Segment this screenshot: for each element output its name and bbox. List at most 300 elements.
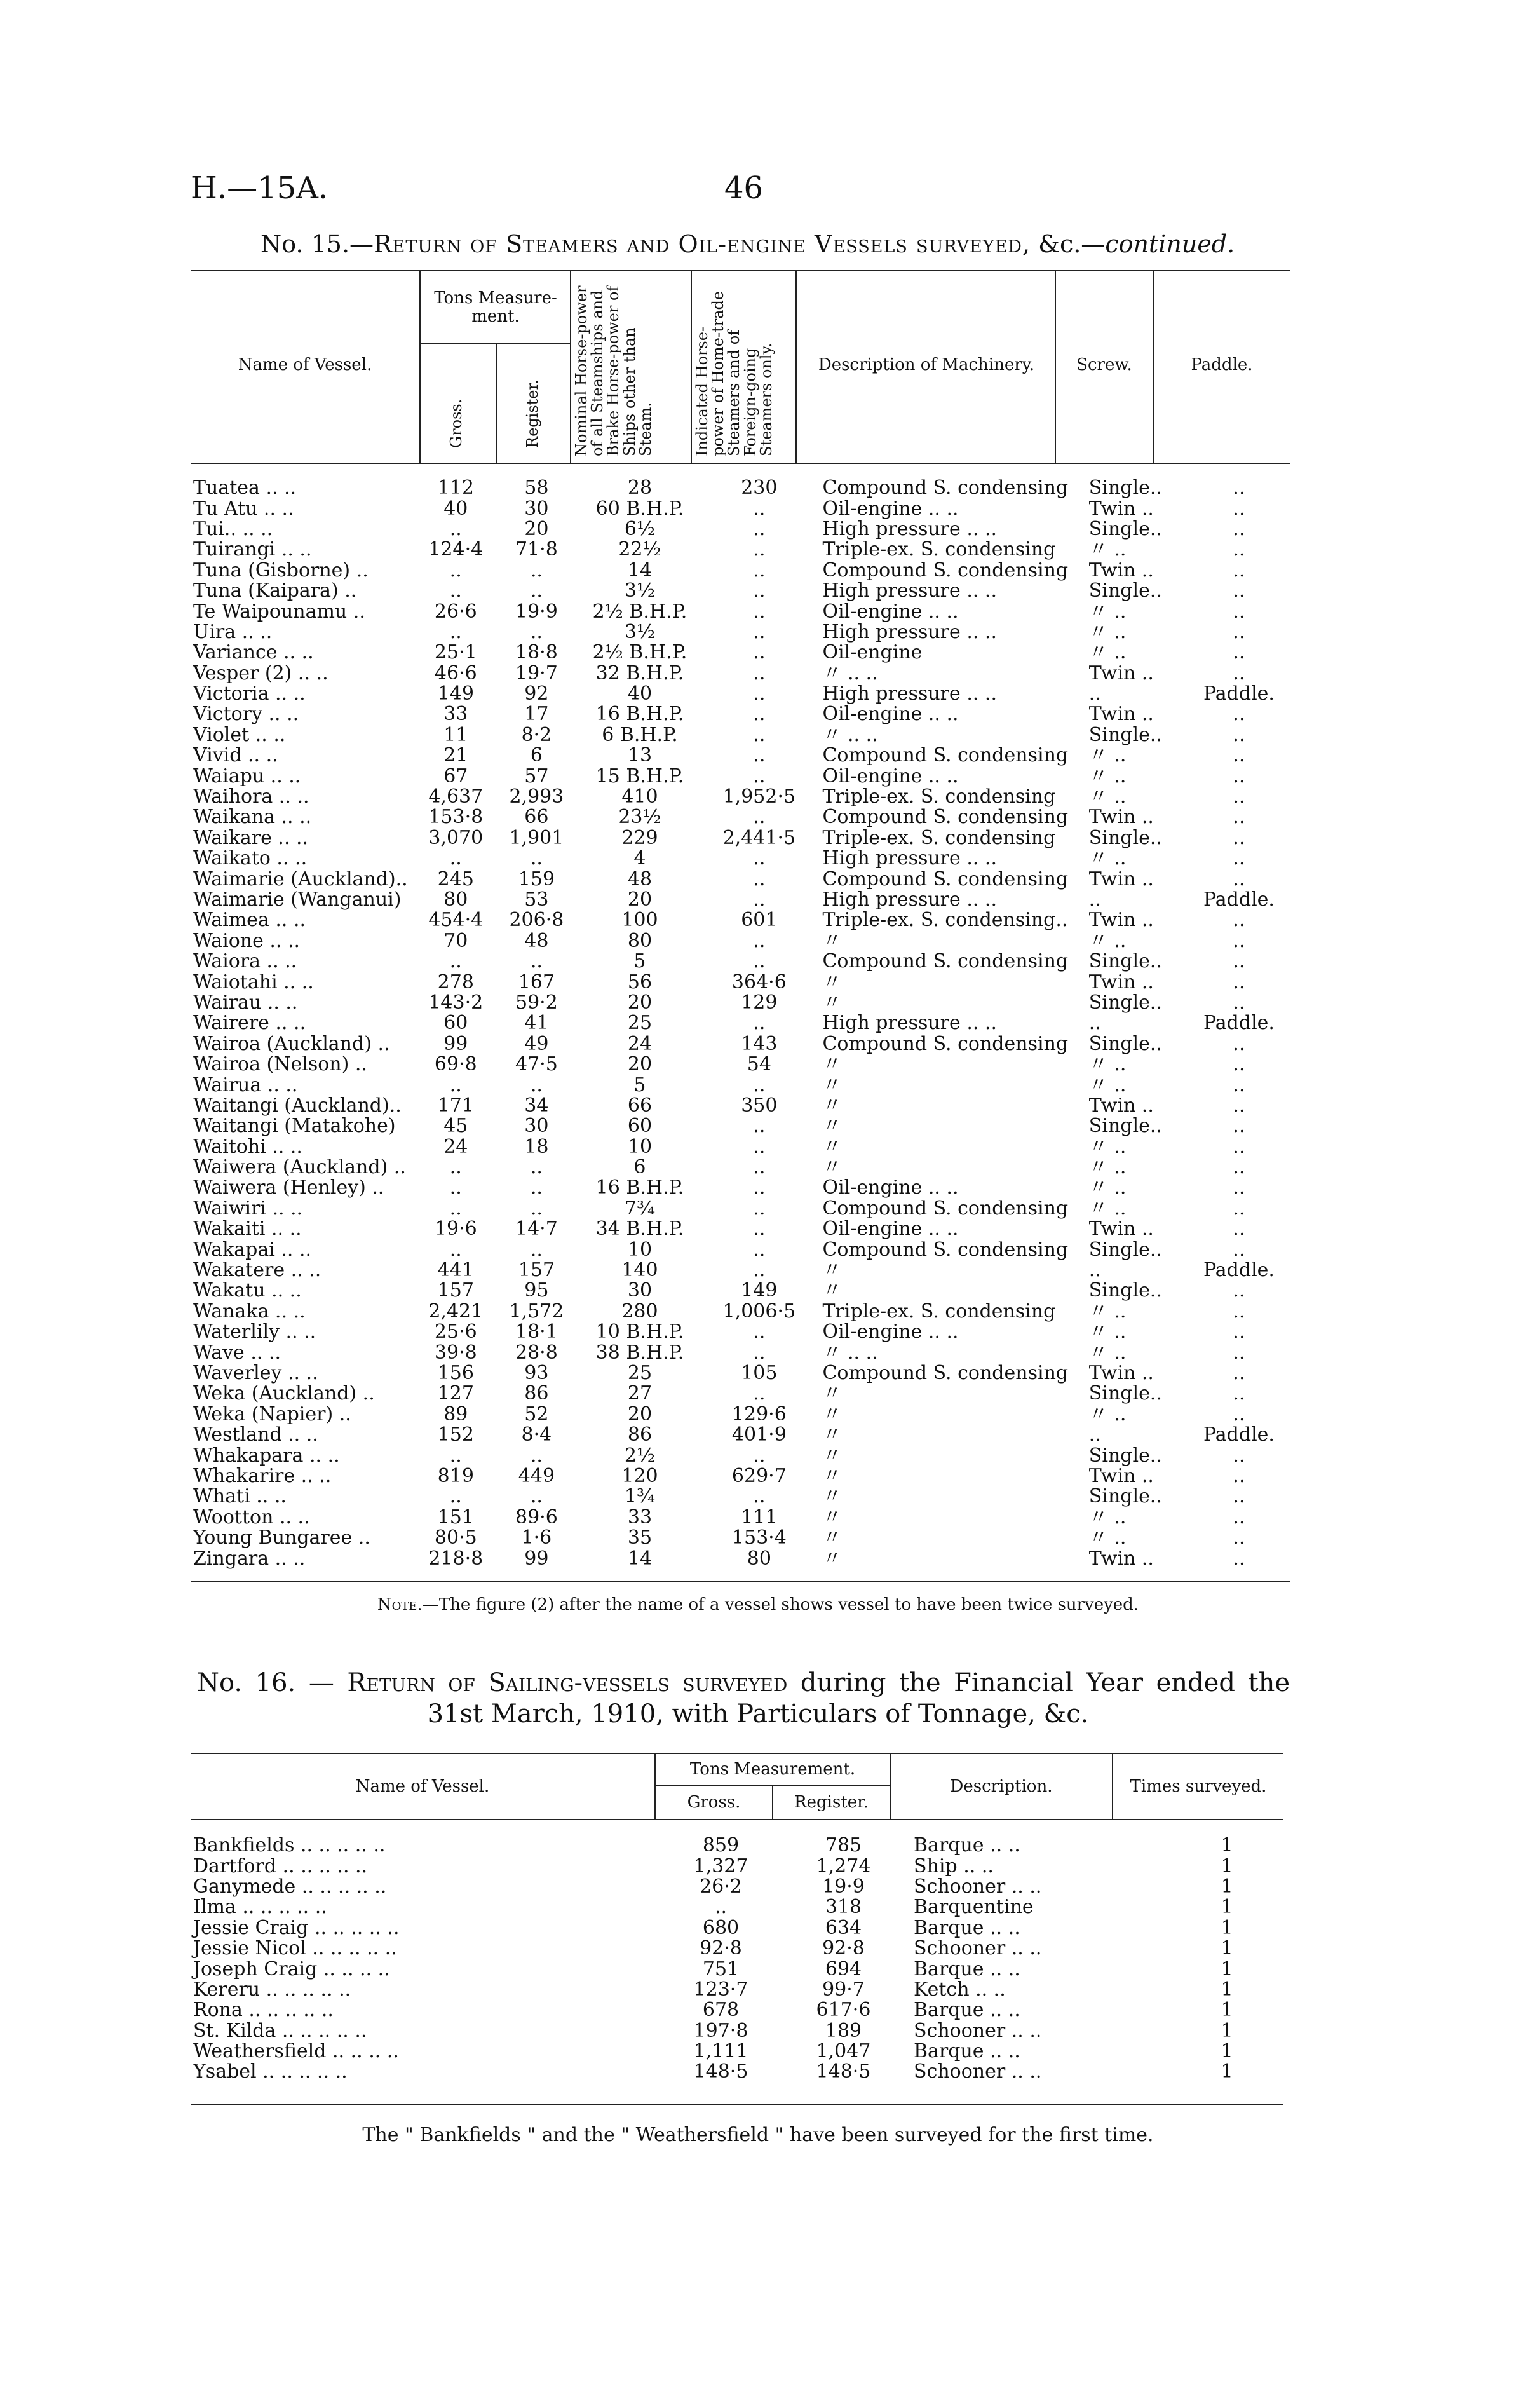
vessel-name-cell: Whakarire .. .. <box>193 1466 332 1487</box>
table-row <box>191 725 1290 745</box>
machinery-desc-cell: Triple-ex. S. condensing.. <box>822 910 1068 931</box>
nominal-hp-cell: 22½ <box>618 540 661 561</box>
machinery-desc-cell: High pressure .. .. <box>822 1013 997 1034</box>
vessel-description-cell: Barque .. .. <box>914 1959 1020 1980</box>
gross-tons-cell: 25·1 <box>434 643 477 663</box>
times-surveyed-cell: 1 <box>1221 1876 1233 1898</box>
machinery-desc-cell: Compound S. condensing <box>822 1239 1069 1260</box>
nominal-hp-cell: 25 <box>627 1363 653 1384</box>
screw-cell: 〃 .. <box>1088 1075 1127 1096</box>
vessel-name-cell: Waikare .. .. <box>193 827 309 849</box>
register-tons-cell: 58 <box>524 478 549 499</box>
nominal-hp-cell: 10 <box>627 1136 653 1157</box>
gross-tons-cell: 678 <box>702 2000 740 2021</box>
gross-tons-cell: 1,111 <box>693 2041 748 2062</box>
table15-col-nominal-text: Nominal Horse-power of all Steamships and Brake Horse-power of Ships other than Steam. <box>572 285 654 456</box>
paddle-cell: .. <box>1233 1033 1245 1054</box>
table-row <box>191 1322 1290 1342</box>
machinery-desc-cell: 〃 .. .. <box>822 724 878 746</box>
paddle-cell: Paddle. <box>1203 1013 1275 1034</box>
paddle-cell: Paddle. <box>1203 1260 1275 1281</box>
screw-cell: Twin .. <box>1088 1095 1154 1117</box>
gross-tons-cell: .. <box>449 1198 462 1220</box>
vessel-name-cell: Wairere .. .. <box>193 1013 306 1034</box>
table-row <box>191 622 1290 643</box>
indicated-hp-cell: .. <box>753 889 766 911</box>
indicated-hp-cell: 153·4 <box>731 1527 787 1549</box>
table-row <box>191 1260 1290 1281</box>
paddle-cell: .. <box>1233 724 1245 746</box>
screw-cell: Single.. <box>1088 478 1162 499</box>
table-row <box>191 1219 1290 1239</box>
table-row <box>191 993 1290 1013</box>
table-row <box>191 848 1290 869</box>
register-tons-cell: 617·6 <box>816 2000 871 2021</box>
nominal-hp-cell: 100 <box>621 910 658 931</box>
gross-tons-cell: 40 <box>443 498 468 519</box>
nominal-hp-cell: 13 <box>627 745 653 766</box>
register-tons-cell: .. <box>530 1198 543 1220</box>
paddle-cell: Paddle. <box>1203 1424 1275 1446</box>
table-row <box>191 581 1290 601</box>
table-row <box>191 1116 1290 1136</box>
nominal-hp-cell: 30 <box>627 1281 653 1302</box>
register-tons-cell: 206·8 <box>509 910 564 931</box>
indicated-hp-cell: 629·7 <box>731 1466 787 1487</box>
gross-tons-cell: 218·8 <box>428 1548 484 1569</box>
table-row <box>191 478 1290 498</box>
vessel-name-cell: Waihora .. .. <box>193 786 309 808</box>
nominal-hp-cell: 20 <box>627 889 653 911</box>
nominal-hp-cell: 7¾ <box>624 1198 656 1220</box>
screw-cell: Single.. <box>1088 1486 1162 1507</box>
machinery-desc-cell: 〃 <box>822 1445 842 1466</box>
indicated-hp-cell: 601 <box>741 910 778 931</box>
paddle-cell: .. <box>1233 1466 1245 1487</box>
table15-bottom-rule <box>191 1581 1290 1582</box>
machinery-desc-cell: High pressure .. .. <box>822 519 997 540</box>
screw-cell: Single.. <box>1088 1445 1162 1466</box>
paddle-cell: .. <box>1233 1157 1245 1178</box>
indicated-hp-cell: .. <box>753 807 766 828</box>
indicated-hp-cell: .. <box>753 1384 766 1405</box>
table-row <box>191 951 1290 972</box>
nominal-hp-cell: 20 <box>627 1404 653 1425</box>
screw-cell: 〃 .. <box>1088 1404 1127 1425</box>
table-row <box>191 1507 1290 1528</box>
vessel-name-cell: Tu Atu .. .. <box>193 498 294 519</box>
table16-heading-number: No. 16. — <box>197 1668 334 1697</box>
vessel-name-cell: Waimarie (Auckland).. <box>193 869 408 890</box>
register-tons-cell: 30 <box>524 498 549 519</box>
paddle-cell: .. <box>1233 766 1245 787</box>
gross-tons-cell: 680 <box>702 1917 740 1938</box>
paddle-cell: .. <box>1233 1301 1245 1323</box>
table15-body <box>191 478 1290 1569</box>
table-row <box>191 2062 1315 2082</box>
paddle-cell: .. <box>1233 478 1245 499</box>
paddle-cell: .. <box>1233 910 1245 931</box>
table15-heading-etc: &c.— <box>1038 230 1106 258</box>
table-row <box>191 1959 1315 1979</box>
register-tons-cell: 66 <box>524 807 549 828</box>
indicated-hp-cell: 111 <box>741 1507 778 1528</box>
paddle-cell: .. <box>1233 1178 1245 1199</box>
indicated-hp-cell: .. <box>753 766 766 787</box>
gross-tons-cell: 19·6 <box>434 1219 477 1240</box>
table-row <box>191 1054 1290 1075</box>
register-tons-cell: 99·7 <box>822 1979 865 2001</box>
vessel-name-cell: Joseph Craig .. .. .. .. <box>193 1959 390 1980</box>
indicated-hp-cell: 401·9 <box>731 1424 787 1446</box>
vessel-name-cell: Wairoa (Nelson) .. <box>193 1054 367 1075</box>
table-row <box>191 2041 1315 2062</box>
indicated-hp-cell: .. <box>753 683 766 705</box>
indicated-hp-cell: 149 <box>741 1281 778 1302</box>
register-tons-cell: 1,274 <box>816 1856 871 1877</box>
indicated-hp-cell: .. <box>753 1013 766 1034</box>
paddle-cell: .. <box>1233 827 1245 849</box>
machinery-desc-cell: Oil-engine .. .. <box>822 766 959 787</box>
screw-cell: .. <box>1088 1013 1101 1034</box>
paddle-cell: .. <box>1233 1342 1245 1363</box>
screw-cell: Single.. <box>1088 951 1162 972</box>
paddle-cell: .. <box>1233 663 1245 684</box>
vessel-name-cell: Wave .. .. <box>193 1342 281 1363</box>
times-surveyed-cell: 1 <box>1221 2000 1233 2021</box>
paddle-cell: .. <box>1233 519 1245 540</box>
machinery-desc-cell: 〃 <box>822 930 842 951</box>
indicated-hp-cell: .. <box>753 601 766 622</box>
vessel-name-cell: Waikana .. .. <box>193 807 312 828</box>
screw-cell: Single.. <box>1088 827 1162 849</box>
indicated-hp-cell: .. <box>753 540 766 561</box>
register-tons-cell: 318 <box>825 1897 862 1918</box>
indicated-hp-cell: .. <box>753 622 766 643</box>
nominal-hp-cell: 27 <box>627 1384 653 1405</box>
paddle-cell: .. <box>1233 1322 1245 1343</box>
vessel-name-cell: Tui.. .. .. <box>193 519 273 540</box>
table-row <box>191 1856 1315 1876</box>
vessel-name-cell: Waiora .. .. <box>193 951 297 972</box>
indicated-hp-cell: 80 <box>747 1548 771 1569</box>
machinery-desc-cell: 〃 <box>822 992 842 1014</box>
register-tons-cell: .. <box>530 1445 543 1466</box>
nominal-hp-cell: 20 <box>627 992 653 1014</box>
table-row <box>191 1137 1290 1157</box>
nominal-hp-cell: 6 B.H.P. <box>602 724 678 746</box>
table15-vrule <box>419 270 421 463</box>
machinery-desc-cell: 〃 <box>822 1404 842 1425</box>
indicated-hp-cell: .. <box>753 704 766 725</box>
gross-tons-cell: 245 <box>437 869 474 890</box>
gross-tons-cell: 33 <box>443 704 468 725</box>
nominal-hp-cell: 5 <box>633 1075 646 1096</box>
screw-cell: Single.. <box>1088 1281 1162 1302</box>
times-surveyed-cell: 1 <box>1221 2041 1233 2062</box>
screw-cell: 〃 .. <box>1088 1342 1127 1363</box>
gross-tons-cell: 25·6 <box>434 1322 477 1343</box>
machinery-desc-cell: Compound S. condensing <box>822 1198 1069 1220</box>
register-tons-cell: 1,572 <box>509 1301 564 1323</box>
register-tons-cell: 8·2 <box>521 724 552 746</box>
register-tons-cell: .. <box>530 1178 543 1199</box>
register-tons-cell: 2,993 <box>509 786 564 808</box>
indicated-hp-cell: .. <box>753 1486 766 1507</box>
register-tons-cell: .. <box>530 1239 543 1260</box>
nominal-hp-cell: 86 <box>627 1424 653 1446</box>
machinery-desc-cell: 〃 <box>822 1486 842 1507</box>
register-tons-cell: 18·1 <box>515 1322 558 1343</box>
table-row <box>191 972 1290 992</box>
machinery-desc-cell: 〃 <box>822 1281 842 1302</box>
indicated-hp-cell: 129·6 <box>731 1404 787 1425</box>
indicated-hp-cell: 129 <box>741 992 778 1014</box>
times-surveyed-cell: 1 <box>1221 1979 1233 2001</box>
register-tons-cell: 48 <box>524 930 549 951</box>
times-surveyed-cell: 1 <box>1221 1959 1233 1980</box>
screw-cell: 〃 .. <box>1088 930 1127 951</box>
screw-cell: .. <box>1088 1260 1101 1281</box>
indicated-hp-cell: .. <box>753 643 766 663</box>
indicated-hp-cell: .. <box>753 1239 766 1260</box>
indicated-hp-cell: .. <box>753 1198 766 1220</box>
screw-cell: 〃 .. <box>1088 643 1127 663</box>
gross-tons-cell: 4,637 <box>428 786 484 808</box>
register-tons-cell: 57 <box>524 766 549 787</box>
indicated-hp-cell: .. <box>753 930 766 951</box>
vessel-name-cell: Waiwera (Henley) .. <box>193 1178 384 1199</box>
machinery-desc-cell: Triple-ex. S. condensing <box>822 540 1056 561</box>
register-tons-cell: 189 <box>825 2020 862 2041</box>
register-tons-cell: 1·6 <box>521 1527 552 1549</box>
nominal-hp-cell: 34 B.H.P. <box>595 1219 684 1240</box>
paddle-cell: .. <box>1233 1404 1245 1425</box>
nominal-hp-cell: 15 B.H.P. <box>595 766 684 787</box>
table-row <box>191 1281 1290 1301</box>
table16-heading-rest: during the Financial Year ended the <box>800 1668 1290 1697</box>
gross-tons-cell: 152 <box>437 1424 474 1446</box>
indicated-hp-cell: .. <box>753 1219 766 1240</box>
table16-body <box>191 1835 1315 2083</box>
register-tons-cell: 93 <box>524 1363 549 1384</box>
vessel-name-cell: Wakapai .. .. <box>193 1239 312 1260</box>
register-tons-cell: 71·8 <box>515 540 558 561</box>
gross-tons-cell: 124·4 <box>428 540 484 561</box>
vessel-name-cell: Zingara .. .. <box>193 1548 306 1569</box>
register-tons-cell: 49 <box>524 1033 549 1054</box>
table15-heading-number: No. 15.— <box>261 230 374 258</box>
table16-col-tons-header: Tons Measurement. <box>689 1760 856 1779</box>
nominal-hp-cell: 10 B.H.P. <box>595 1322 684 1343</box>
machinery-desc-cell: 〃 <box>822 1424 842 1446</box>
table-row <box>191 663 1290 684</box>
vessel-name-cell: Variance .. .. <box>193 643 314 663</box>
vessel-description-cell: Barquentine <box>914 1897 1034 1918</box>
machinery-desc-cell: 〃 <box>822 1527 842 1549</box>
gross-tons-cell: 60 <box>443 1013 468 1034</box>
gross-tons-cell: 156 <box>437 1363 474 1384</box>
paddle-cell: .. <box>1233 848 1245 869</box>
register-tons-cell: .. <box>530 560 543 581</box>
gross-tons-cell: .. <box>449 1239 462 1260</box>
table15-col-nominal-header <box>574 278 654 456</box>
table15-vrule <box>691 270 692 463</box>
table-row <box>191 1425 1290 1445</box>
table-row <box>191 1918 1315 1938</box>
table-row <box>191 601 1290 622</box>
indicated-hp-cell: 105 <box>741 1363 778 1384</box>
gross-tons-cell: .. <box>449 1486 462 1507</box>
screw-cell: Twin .. <box>1088 1363 1154 1384</box>
vessel-name-cell: Vesper (2) .. .. <box>193 663 328 684</box>
nominal-hp-cell: 60 <box>627 1116 653 1137</box>
indicated-hp-cell: .. <box>753 1116 766 1137</box>
nominal-hp-cell: 280 <box>621 1301 658 1323</box>
vessel-description-cell: Ketch .. .. <box>914 1979 1006 2001</box>
indicated-hp-cell: .. <box>753 580 766 602</box>
gross-tons-cell: .. <box>449 848 462 869</box>
vessel-name-cell: Wanaka .. .. <box>193 1301 306 1323</box>
register-tons-cell: .. <box>530 1157 543 1178</box>
register-tons-cell: 34 <box>524 1095 549 1117</box>
indicated-hp-cell: .. <box>753 1157 766 1178</box>
gross-tons-cell: 11 <box>443 724 468 746</box>
register-tons-cell: 694 <box>825 1959 862 1980</box>
register-tons-cell: 30 <box>524 1116 549 1137</box>
vessel-name-cell: Waitohi .. .. <box>193 1136 302 1157</box>
table15-note <box>0 1595 1516 1614</box>
nominal-hp-cell: 229 <box>621 827 658 849</box>
indicated-hp-cell: 54 <box>747 1054 771 1075</box>
machinery-desc-cell: Compound S. condensing <box>822 560 1069 581</box>
vessel-name-cell: Whakapara .. .. <box>193 1445 340 1466</box>
table-row <box>191 2000 1315 2020</box>
paddle-cell: .. <box>1233 1384 1245 1405</box>
gross-tons-cell: 99 <box>443 1033 468 1054</box>
times-surveyed-cell: 1 <box>1221 1917 1233 1938</box>
vessel-description-cell: Schooner .. .. <box>914 1876 1042 1898</box>
vessel-description-cell: Barque .. .. <box>914 2041 1020 2062</box>
machinery-desc-cell: 〃 <box>822 1157 842 1178</box>
table15-col-desc-header: Description of Machinery. <box>818 355 1035 374</box>
vessel-name-cell: Weka (Napier) .. <box>193 1404 351 1425</box>
gross-tons-cell: 67 <box>443 766 468 787</box>
gross-tons-cell: 112 <box>437 478 474 499</box>
screw-cell: 〃 .. <box>1088 848 1127 869</box>
paddle-cell: .. <box>1233 869 1245 890</box>
vessel-name-cell: Tuna (Kaipara) .. <box>193 580 357 602</box>
vessel-name-cell: Waitangi (Auckland).. <box>193 1095 402 1117</box>
machinery-desc-cell: 〃 <box>822 1095 842 1117</box>
indicated-hp-cell: 350 <box>741 1095 778 1117</box>
paddle-cell: Paddle. <box>1203 683 1275 705</box>
nominal-hp-cell: 6 <box>633 1157 646 1178</box>
indicated-hp-cell: 143 <box>741 1033 778 1054</box>
vessel-name-cell: Wakaiti .. .. <box>193 1219 302 1240</box>
gross-tons-cell: .. <box>449 951 462 972</box>
nominal-hp-cell: 6½ <box>624 519 656 540</box>
machinery-desc-cell: Oil-engine .. .. <box>822 601 959 622</box>
indicated-hp-cell: 230 <box>741 478 778 499</box>
paddle-cell: .. <box>1233 540 1245 561</box>
table16-col-times-header: Times surveyed. <box>1130 1777 1267 1796</box>
vessel-description-cell: Schooner .. .. <box>914 2062 1042 2083</box>
vessel-name-cell: Wairoa (Auckland) .. <box>193 1033 390 1054</box>
paddle-cell: .. <box>1233 1548 1245 1569</box>
machinery-desc-cell: Oil-engine .. .. <box>822 1178 959 1199</box>
register-tons-cell: 52 <box>524 1404 549 1425</box>
table16-bottom-rule <box>191 2104 1283 2105</box>
gross-tons-cell: 148·5 <box>693 2062 748 2083</box>
screw-cell: Twin .. <box>1088 704 1154 725</box>
register-tons-cell: 634 <box>825 1917 862 1938</box>
register-tons-cell: 19·9 <box>515 601 558 622</box>
vessel-name-cell: Jessie Craig .. .. .. .. .. <box>193 1917 400 1938</box>
machinery-desc-cell: Triple-ex. S. condensing <box>822 1301 1056 1323</box>
table-row <box>191 498 1290 519</box>
register-tons-cell: 41 <box>524 1013 549 1034</box>
paddle-cell: .. <box>1233 704 1245 725</box>
table15-heading <box>261 230 1235 258</box>
machinery-desc-cell: 〃 <box>822 972 842 993</box>
screw-cell: Single.. <box>1088 724 1162 746</box>
machinery-desc-cell: Oil-engine <box>822 643 923 663</box>
nominal-hp-cell: 410 <box>621 786 658 808</box>
table-row <box>191 1486 1290 1507</box>
table-row <box>191 1013 1290 1033</box>
register-tons-cell: .. <box>530 951 543 972</box>
paddle-cell: .. <box>1233 745 1245 766</box>
indicated-hp-cell: .. <box>753 724 766 746</box>
table15-col-gross-header: Gross. <box>447 398 465 448</box>
gross-tons-cell: 153·8 <box>428 807 484 828</box>
gross-tons-cell: 21 <box>443 745 468 766</box>
times-surveyed-cell: 1 <box>1221 2062 1233 2083</box>
indicated-hp-cell: 2,441·5 <box>722 827 796 849</box>
machinery-desc-cell: 〃 <box>822 1507 842 1528</box>
table16-col-gross-header: Gross. <box>687 1793 741 1812</box>
table-row <box>191 1877 1315 1897</box>
machinery-desc-cell: 〃 <box>822 1075 842 1096</box>
gross-tons-cell: .. <box>714 1897 728 1918</box>
register-tons-cell: 92·8 <box>822 1938 865 1959</box>
register-tons-cell: 148·5 <box>816 2062 871 2083</box>
table-row <box>191 787 1290 807</box>
times-surveyed-cell: 1 <box>1221 1835 1233 1856</box>
gross-tons-cell: 92·8 <box>700 1938 742 1959</box>
screw-cell: 〃 .. <box>1088 1054 1127 1075</box>
table15-col-indicated-header <box>694 278 775 456</box>
indicated-hp-cell: .. <box>753 498 766 519</box>
vessel-name-cell: Te Waipounamu .. <box>193 601 365 622</box>
table-row <box>191 745 1290 766</box>
table16-heading-line1 <box>197 1668 1290 1697</box>
register-tons-cell: 59·2 <box>515 992 558 1014</box>
machinery-desc-cell: 〃 <box>822 1116 842 1137</box>
gross-tons-cell: 80 <box>443 889 468 911</box>
screw-cell: 〃 .. <box>1088 745 1127 766</box>
table-row <box>191 1096 1290 1116</box>
paddle-cell: .. <box>1233 1219 1245 1240</box>
register-tons-cell: 47·5 <box>515 1054 558 1075</box>
register-tons-cell: 1,047 <box>816 2041 871 2062</box>
gross-tons-cell: .. <box>449 519 462 540</box>
paddle-cell: Paddle. <box>1203 889 1275 911</box>
screw-cell: Twin .. <box>1088 869 1154 890</box>
indicated-hp-cell: 364·6 <box>731 972 787 993</box>
nominal-hp-cell: 14 <box>627 1548 653 1569</box>
